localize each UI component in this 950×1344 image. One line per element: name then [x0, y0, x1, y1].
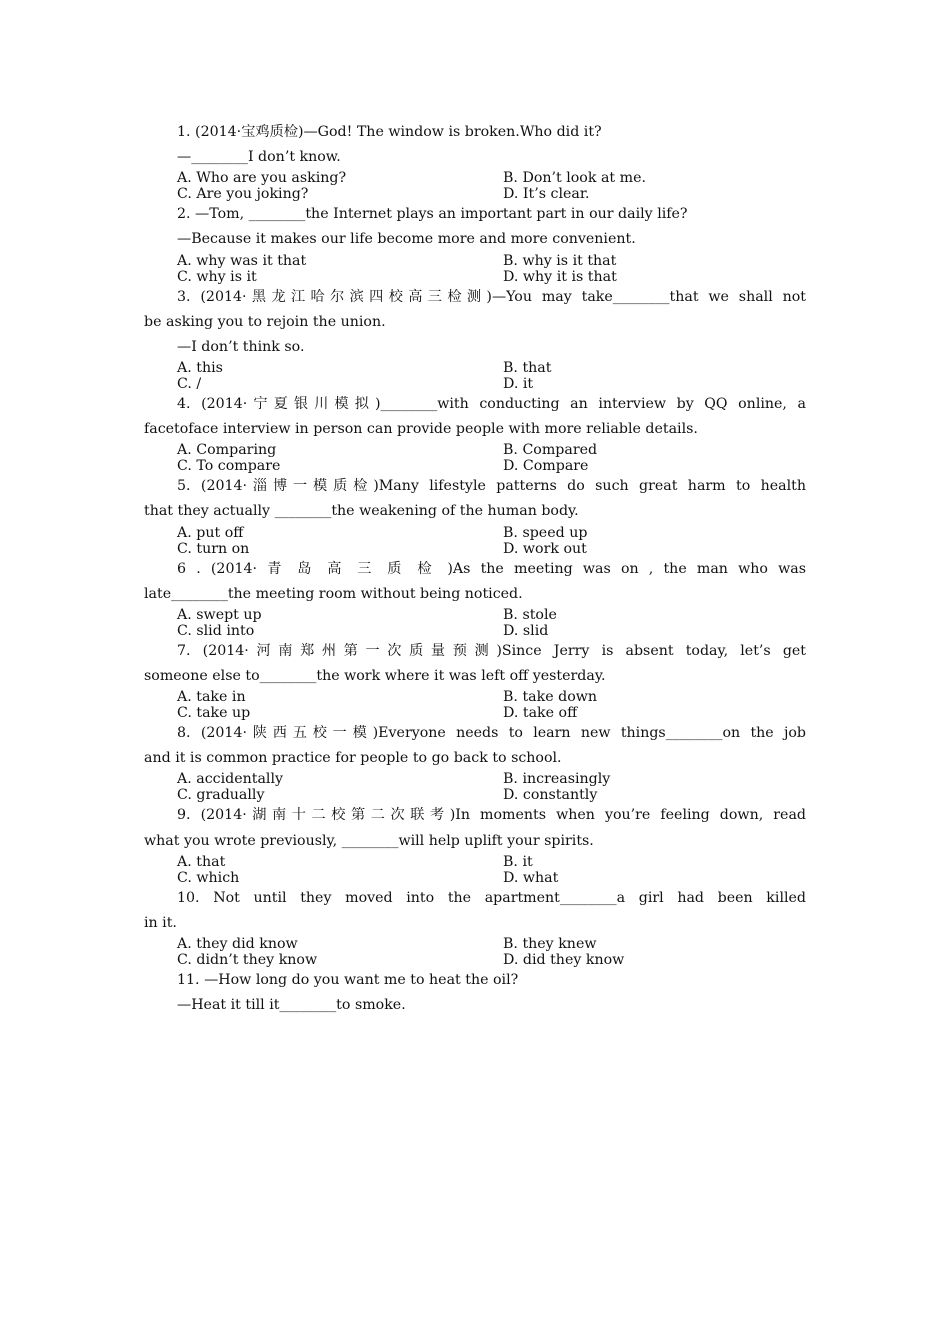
option-b: B. stole	[503, 606, 557, 623]
option-c: C. why is it	[177, 268, 257, 285]
option-a: A. take in	[177, 689, 246, 706]
option-c: C. gradually	[177, 787, 265, 804]
question-11-reply: —Heat it till it________to smoke.	[177, 997, 406, 1014]
option-d: D. It’s clear.	[503, 186, 590, 203]
option-c: C. turn on	[177, 540, 250, 557]
question-3-stem-line-1: 3. (2014·黑龙江哈尔滨四校高三检测)—You may take________that we shall not	[177, 288, 806, 305]
option-a: A. why was it that	[177, 252, 307, 269]
question-3-stem-line-2: be asking you to rejoin the union.	[144, 313, 386, 330]
question-1-stem: 1. (2014·宝鸡质检)—God! The window is broken.Who did it?	[177, 124, 602, 140]
option-d: D. constantly	[503, 787, 598, 804]
question-10-options-row-2	[144, 952, 806, 968]
option-b: B. Don’t look at me.	[503, 170, 646, 187]
question-9-options-row-2	[144, 870, 806, 886]
option-a: A. this	[177, 359, 223, 376]
option-c: C. /	[177, 375, 202, 392]
exercise-content	[144, 120, 806, 1018]
question-2-options-row-1	[144, 253, 806, 269]
option-d: D. Compare	[503, 458, 589, 475]
option-a: A. that	[177, 853, 226, 870]
question-6-stem-line-1: 6 . (2014· 青 岛 高 三 质 检 )As the meeting was on , the man who was	[177, 560, 806, 577]
option-b: B. increasingly	[503, 771, 611, 788]
option-a: A. accidentally	[177, 771, 284, 788]
question-7-options-row-1	[144, 689, 806, 705]
question-5-stem-line-2: that they actually ________the weakening of the human body.	[144, 503, 579, 520]
option-c: C. didn’t they know	[177, 951, 318, 968]
option-d: D. it	[503, 375, 534, 392]
option-b: B. that	[503, 359, 552, 376]
question-5-stem-line-1: 5. (2014·淄博一模质检)Many lifestyle patterns do such great harm to health	[177, 478, 806, 495]
question-4-stem-line-1: 4. (2014·宁夏银川模拟)________with conducting an interview by QQ online, a	[177, 395, 806, 412]
option-b: B. take down	[503, 689, 598, 706]
question-10-stem-line-1: 10. Not until they moved into the apartment________a girl had been killed	[177, 889, 806, 906]
question-3-options-row-2	[144, 376, 806, 392]
option-c: C. slid into	[177, 622, 255, 639]
question-10-stem-line-2: in it.	[144, 914, 177, 931]
question-2-options-row-2	[144, 269, 806, 285]
question-9-options-row-1	[144, 854, 806, 870]
question-11-stem: 11. —How long do you want me to heat the oil?	[177, 971, 519, 988]
option-a: A. they did know	[177, 935, 298, 952]
question-3-options-row-1	[144, 360, 806, 376]
question-1-reply: —________I don’t know.	[177, 149, 341, 166]
option-a: A. put off	[177, 524, 244, 541]
option-b: B. they knew	[503, 935, 597, 952]
question-6-options-row-1	[144, 607, 806, 623]
option-d: D. slid	[503, 622, 549, 639]
option-c: C. To compare	[177, 458, 281, 475]
question-2-reply: —Because it makes our life become more and more convenient.	[177, 231, 636, 248]
question-7-stem-line-1: 7. (2014·河南郑州第一次质量预测)Since Jerry is absent today, let’s get	[177, 642, 806, 659]
option-d: D. did they know	[503, 951, 625, 968]
question-8-options-row-1	[144, 771, 806, 787]
question-9-stem-line-1: 9. (2014·湖南十二校第二次联考)In moments when you’re feeling down, read	[177, 807, 806, 824]
option-d: D. what	[503, 869, 559, 886]
option-b: B. why is it that	[503, 252, 617, 269]
question-8-options-row-2	[144, 787, 806, 803]
option-a: A. swept up	[177, 606, 262, 623]
option-c: C. Are you joking?	[177, 186, 309, 203]
question-2-stem: 2. —Tom, ________the Internet plays an important part in our daily life?	[177, 206, 688, 223]
option-c: C. which	[177, 869, 240, 886]
option-a: A. Who are you asking?	[177, 170, 347, 187]
question-4-options-row-1	[144, 442, 806, 458]
option-b: B. speed up	[503, 524, 588, 541]
option-b: B. it	[503, 853, 533, 870]
question-4-stem-line-2: facetoface interview in person can provide people with more reliable details.	[144, 421, 698, 438]
question-10-options-row-1	[144, 936, 806, 952]
option-d: D. why it is that	[503, 268, 617, 285]
option-d: D. take off	[503, 705, 578, 722]
question-7-options-row-2	[144, 705, 806, 721]
question-7-stem-line-2: someone else to________the work where it was left off yesterday.	[144, 667, 606, 684]
question-6-options-row-2	[144, 623, 806, 639]
option-a: A. Comparing	[177, 442, 277, 459]
question-9-stem-line-2: what you wrote previously, ________will help uplift your spirits.	[144, 832, 594, 849]
question-4-options-row-2	[144, 458, 806, 474]
question-3-reply: —I don’t think so.	[177, 338, 305, 355]
question-6-stem-line-2: late________the meeting room without being noticed.	[144, 585, 523, 602]
option-d: D. work out	[503, 540, 587, 557]
question-1-options-row-2	[144, 186, 806, 202]
option-b: B. Compared	[503, 442, 598, 459]
question-5-options-row-2	[144, 541, 806, 557]
question-5-options-row-1	[144, 525, 806, 541]
question-8-stem-line-1: 8. (2014·陕西五校一模)Everyone needs to learn new things________on the job	[177, 725, 806, 742]
question-1-options-row-1	[144, 170, 806, 186]
option-c: C. take up	[177, 705, 251, 722]
question-8-stem-line-2: and it is common practice for people to go back to school.	[144, 750, 562, 767]
